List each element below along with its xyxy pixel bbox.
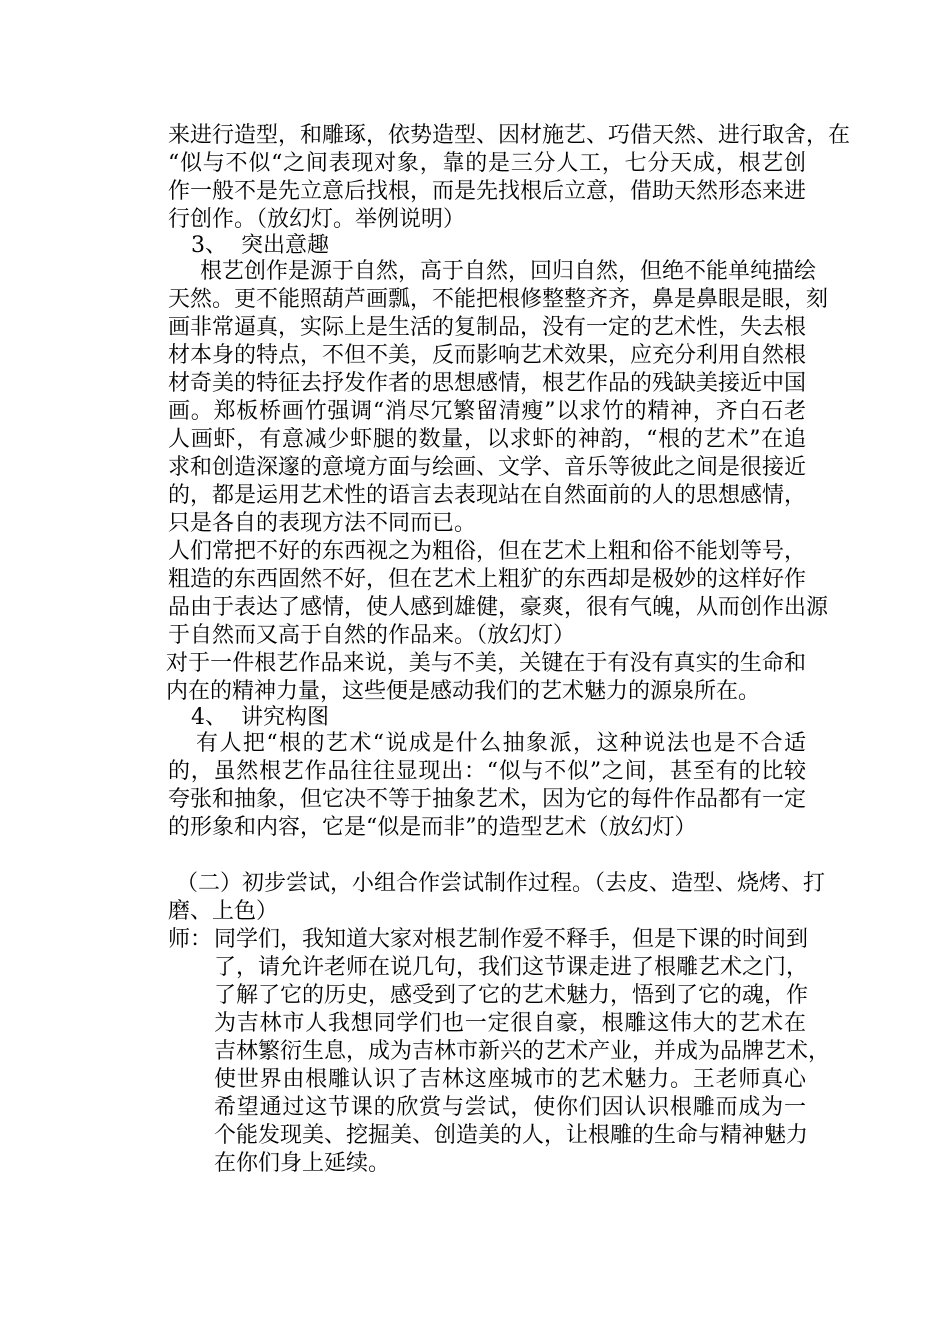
text-line: 了，请允许老师在说几句，我们这节课走进了根雕艺术之门， xyxy=(214,955,809,980)
section-number: 3、 xyxy=(191,233,227,258)
text-line: 品由于表达了感情，使人感到雄健，豪爽，很有气魄，从而创作出源 xyxy=(168,595,829,620)
text-line: 的，都是运用艺术性的语言去表现站在自然面前的人的思想感情， xyxy=(168,483,807,508)
text-line: 于自然而又高于自然的作品来。（放幻灯） xyxy=(168,623,576,648)
text-line: 人们常把不好的东西视之为粗俗，但在艺术上粗和俗不能划等号， xyxy=(168,539,807,564)
text-line: 行创作。（放幻灯。举例说明） xyxy=(168,207,466,232)
text-line: 个能发现美、挖掘美、创造美的人，让根雕的生命与精神魅力 xyxy=(214,1123,809,1148)
text-line: 内在的精神力量，这些便是感动我们的艺术魅力的源泉所在。 xyxy=(166,679,761,704)
section-heading: 突出意趣 xyxy=(241,233,330,258)
text-line: 求和创造深邃的意境方面与绘画、文学、音乐等彼此之间是很接近 xyxy=(168,455,807,480)
text-line: 在你们身上延续。 xyxy=(214,1151,391,1176)
text-line: 夸张和抽象，但它决不等于抽象艺术，因为它的每件作品都有一定 xyxy=(168,787,807,812)
section-number: 4、 xyxy=(191,705,227,730)
text-line: 使世界由根雕认识了吉林这座城市的艺术魅力。王老师真心 xyxy=(214,1067,806,1092)
text-line: 材本身的特点，不但不美，反而影响艺术效果，应充分利用自然根 xyxy=(168,343,807,368)
text-line: 材奇美的特征去抒发作者的思想感情，根艺作品的残缺美接近中国 xyxy=(168,371,807,396)
text-line: 只是各自的表现方法不同而已。 xyxy=(168,511,477,536)
text-line: 画。郑板桥画竹强调“消尽冗繁留清瘦”以求竹的精神，齐白石老 xyxy=(168,399,806,424)
text-line: 的，虽然根艺作品往往显现出：“似与不似”之间，甚至有的比较 xyxy=(168,759,806,784)
text-line: 粗造的东西固然不好，但在艺术上粗犷的东西却是极妙的这样好作 xyxy=(168,567,807,592)
text-line: 对于一件根艺作品来说，美与不美，关键在于有没有真实的生命和 xyxy=(166,651,806,676)
text-line: 来进行造型，和雕琢，依势造型、因材施艺、巧借天然、进行取舍，在 xyxy=(168,123,851,148)
text-line: 人画虾，有意减少虾腿的数量，以求虾的神韵，“根的艺术”在追 xyxy=(168,427,806,452)
text-line: 希望通过这节课的欣赏与尝试，使你们因认识根雕而成为一 xyxy=(214,1095,806,1120)
text-line: 的形象和内容，它是“似是而非”的造型艺术（放幻灯） xyxy=(168,815,697,840)
text-line: 作一般不是先立意后找根，而是先找根后立意，借助天然形态来进 xyxy=(168,179,807,204)
text-line: 根艺创作是源于自然，高于自然，回归自然，但绝不能单纯描绘 xyxy=(200,259,817,284)
text-line: 同学们，我知道大家对根艺制作爱不释手，但是下课的时间到 xyxy=(214,927,809,952)
text-line: 了解了它的历史，感受到了它的艺术魅力，悟到了它的魂，作 xyxy=(214,983,809,1008)
text-line: 天然。更不能照葫芦画瓢，不能把根修整整齐齐，鼻是鼻眼是眼，刻 xyxy=(168,287,829,312)
teacher-label: 师： xyxy=(168,927,213,952)
text-line: 为吉林市人我想同学们也一定很自豪，根雕这伟大的艺术在 xyxy=(214,1011,806,1036)
text-line: 吉林繁衍生息，成为吉林市新兴的艺术产业，并成为品牌艺术， xyxy=(214,1039,831,1064)
section-heading: 讲究构图 xyxy=(241,705,330,730)
text-line: 磨、上色） xyxy=(168,899,279,924)
text-line: 有人把“根的艺术“说成是什么抽象派，这种说法也是不合适 xyxy=(196,731,806,756)
text-line: （二）初步尝试，小组合作尝试制作过程。（去皮、造型、烧烤、打 xyxy=(176,871,826,896)
text-line: “似与不似“之间表现对象，靠的是三分人工，七分天成，根艺创 xyxy=(168,151,806,176)
text-line: 画非常逼真，实际上是生活的复制品，没有一定的艺术性，失去根 xyxy=(168,315,807,340)
